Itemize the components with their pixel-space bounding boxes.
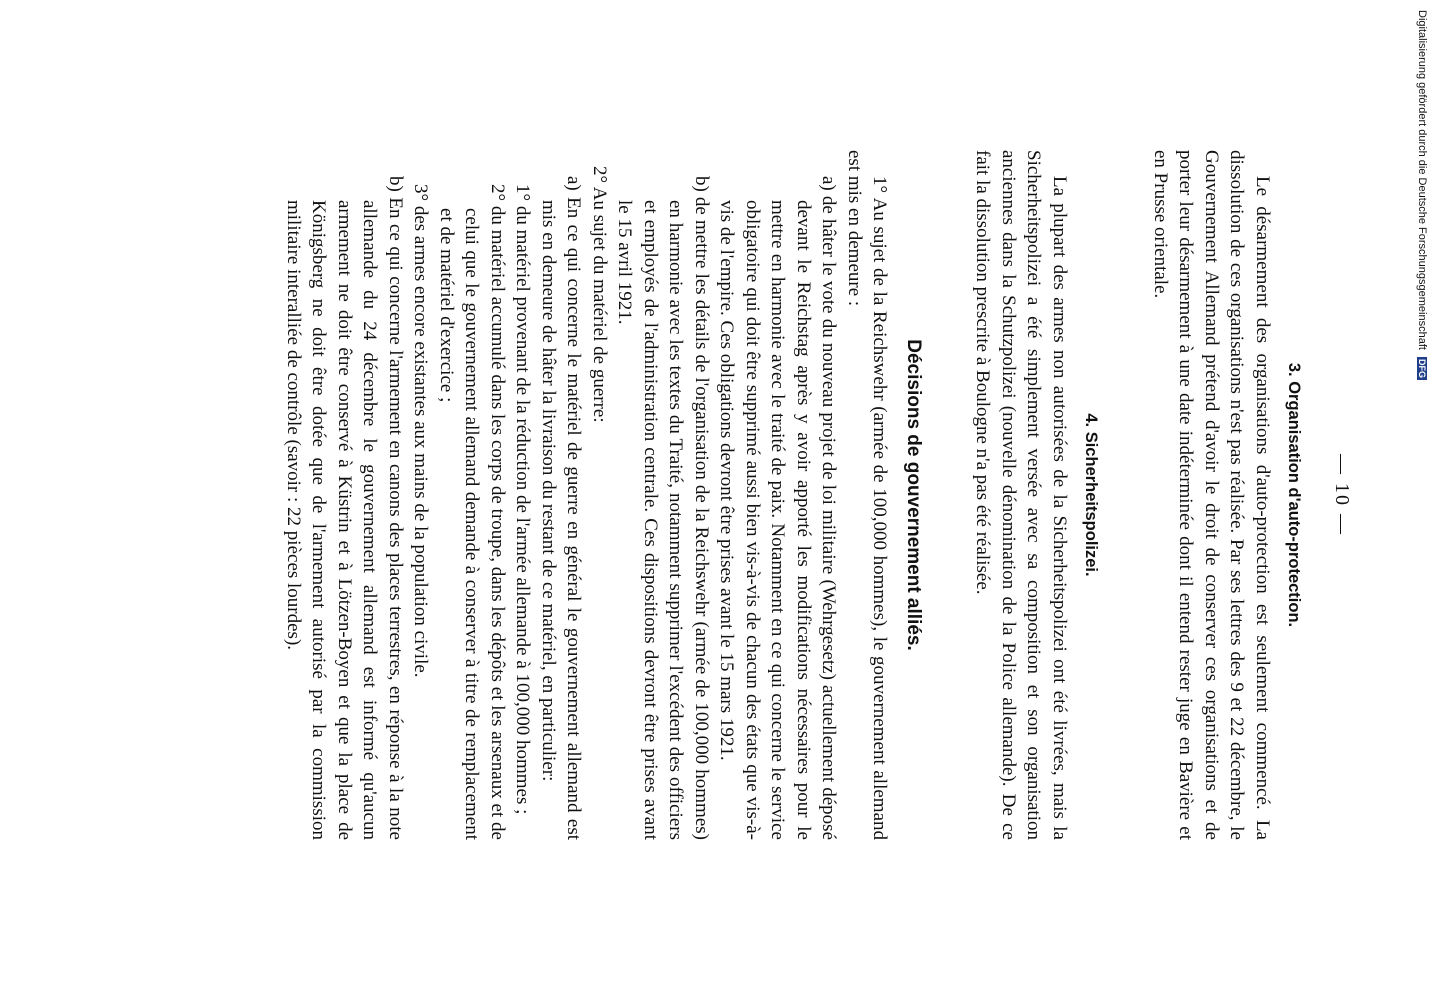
decision-2a-1: 1° du matériel provenant de la réduction de l'armée allemande à 100,000 hommes ; [512,184,534,815]
decision-1b: b) de mettre les détails de l'organisation de la Reichswehr (armée de 100,000 hommes) en harmonie avec les textes du Traité, notamment supprimer l'excédent des officiers et employés de l'administration centrale. Ces dispositions devront être prises avant le 15 avril 1921. [614,176,712,840]
dfg-logo: DFG [1417,359,1427,379]
decision-1a: a) de hâter le vote du nouveau projet de loi militaire (Wehrgesetz) actuellement déposé devant le Reichstag après y avoir apporté les modifications nécessaires pour le mettre en harmonie avec le traité de paix. Notamment en ce qui concerne le service obligatoire qui doit être supprimé aussi bien vis-à-vis de chacun des états que vis-à-vis de l'empire. Ces obligations devront être prises avant le 15 mars 1921. [716,176,840,840]
decision-2b: b) En ce qui concerne l'armement en canons des places terrestres, en réponse à la note allemande du 24 décembre le gouvernement allemand est informé qu'aucun armement ne doit être conservé à Küstrin et à Lötzen-Boyen et que la place de Königsberg ne doit être dotée que de l'armement autorisé par la commission militaire interalliée de contrôle (savoir : 22 pièces lourdes). [283,176,406,840]
decisions-title: Décisions de gouvernement alliés. [903,339,924,651]
decision-1: 1° Au sujet de la Reichswehr (armée de 100,000 hommes), le gouvernement allemand est mis en demeure : [844,150,891,840]
page-number: — 10 — [1331,454,1353,536]
decision-2a-3: 3° des armes encore existantes aux mains de la population civile. [410,184,432,678]
decision-2a-2: 2° du matériel accumulé dans les corps de troupe, dans les dépôts et les arsenaux et de celui que le gouvernement allemand demande à conserver à titre de remplacement et de matériel d'exercice ; [436,184,508,840]
watermark-line [1416,10,1428,380]
dfg-watermark [1414,10,1434,410]
section-4-paragraph: La plupart des armes non autorisées de la Sicherheitspolizei ont été livrées, mais la Sicherheitspolizei a été simplement versée avec sa composition et son organisation anciennes dans la Schutzpolizei (nouvelle dénomination de la Police allemande). De ce fait la dissolution prescrite à Boulogne n'a pas été réalisée. [972,150,1070,840]
page-content [281,150,1355,840]
section-4-title: 4. Sicherheitspolizei. [1082,413,1101,577]
decision-2: 2° Au sujet du matériel de guerre: [589,166,610,423]
section-3-title: 3. Organisation d'auto-protection. [1285,362,1304,628]
decision-2a: a) En ce qui concerne le matériel de guerre en général le gouvernement allemand est mis en demeure de hâter la livraison du restant de ce matériel, en particulier: [538,176,585,840]
section-3-paragraph: Le désarmement des organisations d'auto-protection est seulement commencé. La dissolution de ces organisations n'est pas réalisée. Par ses lettres des 9 et 22 décembre, le Gouvernement Allemand prétend d'avoir le droit de conserver ces organisations et de porter leur désarmement à une date indéterminée dont il entend rester juge en Bavière et en Prusse orientale. [1150,150,1273,840]
watermark-text: Digitalisierung gefördert durch die Deutsche Forschungsgemeinschaft [1416,10,1428,350]
